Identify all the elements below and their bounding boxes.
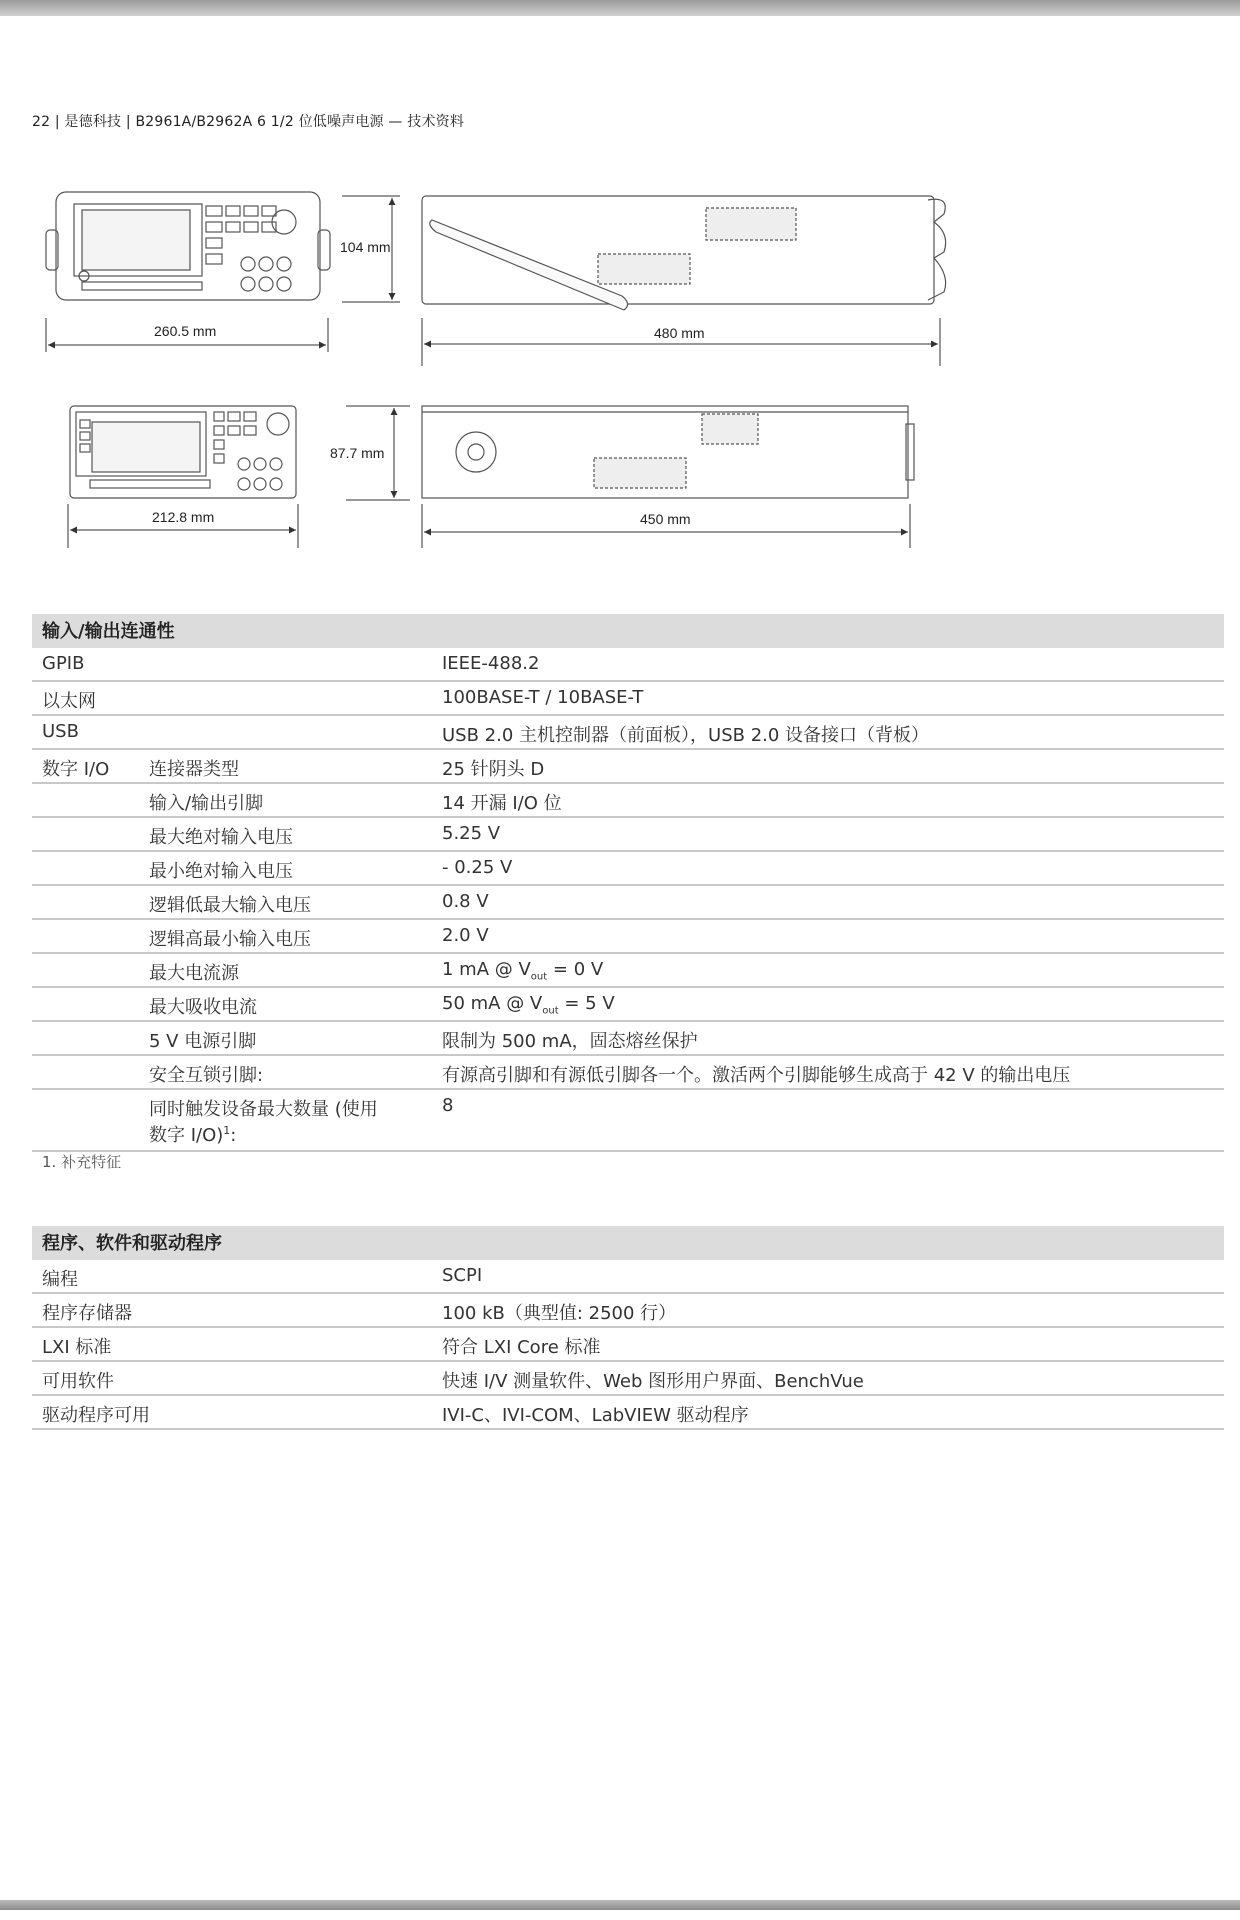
software-section-title: 程序、软件和驱动程序 xyxy=(32,1226,1224,1260)
table-row xyxy=(32,954,1224,988)
row-label: 驱动程序可用 xyxy=(42,1405,150,1426)
page-header: 22 | 是德科技 | B2961A/B2962A 6 1/2 位低噪声电源 — 技术资料 xyxy=(32,114,465,130)
row-value: IVI-C、IVI-COM、LabVIEW 驱动程序 xyxy=(442,1405,749,1426)
row-label: 5 V 电源引脚 xyxy=(149,1031,257,1052)
row-label: 最小绝对输入电压 xyxy=(149,861,293,882)
row-value: 100 kB（典型值: 2500 行） xyxy=(442,1303,677,1324)
row-label: 逻辑低最大输入电压 xyxy=(149,895,311,916)
row-value: 14 开漏 I/O 位 xyxy=(442,793,562,814)
row-value: 符合 LXI Core 标准 xyxy=(442,1337,601,1358)
dim-top-width: 260.5 mm xyxy=(154,323,217,339)
table-row xyxy=(32,1260,1224,1294)
io-section-title: 输入/输出连通性 xyxy=(32,614,1224,648)
row-label: 同时触发设备最大数量 (使用 数字 I/O)$^1$: xyxy=(149,1099,378,1146)
row-value: 2.0 V xyxy=(442,925,489,946)
row-value: SCPI xyxy=(442,1265,483,1286)
front-view-small xyxy=(70,406,296,498)
table-row xyxy=(32,784,1224,818)
row-value: USB 2.0 主机控制器（前面板），USB 2.0 设备接口（背板） xyxy=(442,725,930,746)
dimension-drawings xyxy=(0,0,1240,560)
dim-top-length: 480 mm xyxy=(654,325,705,341)
table-row xyxy=(32,1396,1224,1430)
row-label: 最大吸收电流 xyxy=(149,997,257,1018)
bottom-border xyxy=(0,1900,1240,1910)
row-label: 逻辑高最小输入电压 xyxy=(149,929,311,950)
table-row xyxy=(32,682,1224,716)
row-label: USB xyxy=(42,721,79,742)
table-row xyxy=(32,1022,1224,1056)
digital-io-label: 数字 I/O xyxy=(42,759,110,780)
row-label: 安全互锁引脚: xyxy=(149,1065,264,1086)
row-label: 编程 xyxy=(42,1269,78,1290)
dim-bottom-height: 87.7 mm xyxy=(330,445,385,461)
row-label: GPIB xyxy=(42,653,85,674)
table-row xyxy=(32,750,1224,784)
row-value: 50 mA @ $V_{out} = 5$ V xyxy=(442,993,615,1017)
row-value: 5.25 V xyxy=(442,823,501,844)
table-row xyxy=(32,1362,1224,1396)
row-value: 快速 I/V 测量软件、Web 图形用户界面、BenchVue xyxy=(442,1371,864,1392)
row-label: LXI 标准 xyxy=(42,1337,112,1358)
software-table xyxy=(32,1226,1224,1430)
front-view-large xyxy=(46,192,330,300)
row-value: 100BASE-T / 10BASE-T xyxy=(442,687,644,708)
row-label: 程序存储器 xyxy=(42,1303,132,1324)
row-value: IEEE-488.2 xyxy=(442,653,540,674)
side-view-small xyxy=(422,406,914,498)
row-value: 限制为 500 mA，固态熔丝保护 xyxy=(442,1031,698,1052)
row-label: 最大电流源 xyxy=(149,963,239,984)
table-row xyxy=(32,716,1224,750)
row-value: 1 mA @ $V_{out} = 0$ V xyxy=(442,959,604,983)
table-row xyxy=(32,1090,1224,1152)
dim-bottom-width: 212.8 mm xyxy=(152,509,215,525)
table-row xyxy=(32,886,1224,920)
row-label: 以太网 xyxy=(42,691,96,712)
table-row xyxy=(32,1056,1224,1090)
row-label: 输入/输出引脚 xyxy=(149,793,264,814)
row-value: 0.8 V xyxy=(442,891,489,912)
table-row xyxy=(32,1328,1224,1362)
row-value: 8 xyxy=(442,1095,454,1116)
table-row xyxy=(32,852,1224,886)
row-label: 可用软件 xyxy=(42,1371,114,1392)
dim-top-height: 104 mm xyxy=(340,239,391,255)
row-value: 25 针阴头 D xyxy=(442,759,545,780)
footnote: 1. 补充特征 xyxy=(42,1153,122,1171)
table-row xyxy=(32,920,1224,954)
table-row xyxy=(32,648,1224,682)
row-label: 最大绝对输入电压 xyxy=(149,827,293,848)
table-row xyxy=(32,1294,1224,1328)
row-value: - 0.25 V xyxy=(442,857,513,878)
row-value: 有源高引脚和有源低引脚各一个。激活两个引脚能够生成高于 42 V 的输出电压 xyxy=(442,1065,1071,1086)
dim-bottom-length: 450 mm xyxy=(640,511,691,527)
io-connectivity-table xyxy=(32,614,1224,1152)
side-view-large xyxy=(422,196,946,310)
table-row xyxy=(32,988,1224,1022)
row-label: 连接器类型 xyxy=(149,759,239,780)
table-row xyxy=(32,818,1224,852)
